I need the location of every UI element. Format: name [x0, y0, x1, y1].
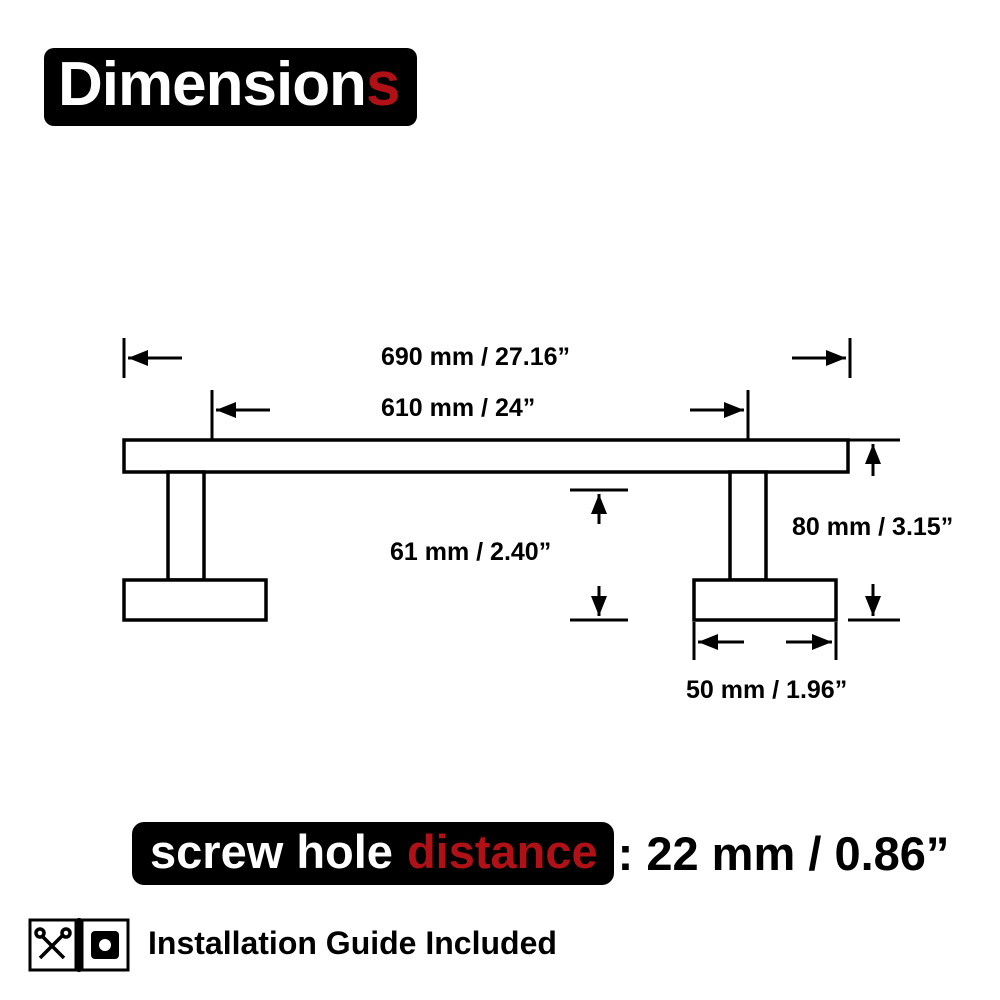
- screw-hole-distance-row: [132, 822, 949, 885]
- screw-hole-badge: [132, 822, 614, 885]
- dim-label-base-width: 50 mm / 1.96”: [686, 676, 848, 704]
- right-post: [730, 472, 766, 580]
- footer-text: Installation Guide Included: [148, 924, 557, 961]
- page-title-accent: s: [365, 50, 400, 119]
- screw-hole-label: screw hole: [150, 825, 393, 878]
- footer-row: [26, 912, 557, 974]
- page-title: Dimension: [58, 50, 366, 119]
- screw-hole-label-accent: distance: [406, 825, 598, 878]
- dim-base-width: [694, 622, 836, 660]
- page-title-badge: [44, 48, 417, 126]
- left-base-plate: [124, 580, 266, 620]
- dim-label-overall-length: 690 mm / 27.16”: [381, 343, 571, 371]
- towel-bar-rail: [124, 440, 848, 472]
- left-post: [168, 472, 204, 580]
- installation-guide-icon: [26, 912, 134, 974]
- right-base-plate: [694, 580, 836, 620]
- screw-hole-value: : 22 mm / 0.86”: [617, 827, 950, 880]
- dim-label-total-height: 80 mm / 3.15”: [792, 513, 954, 541]
- dim-label-center-to-center: 610 mm / 24”: [381, 394, 536, 422]
- dim-label-projection-depth: 61 mm / 2.40”: [390, 538, 552, 566]
- dim-projection-depth: [570, 490, 628, 620]
